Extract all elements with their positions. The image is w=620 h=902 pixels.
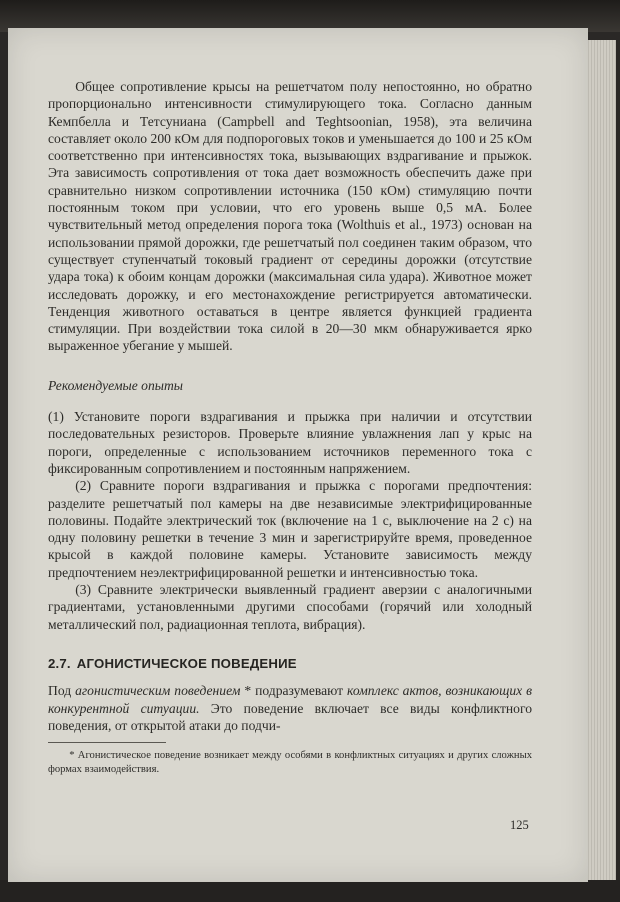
recommended-experiments-heading: Рекомендуемые опыты [48,377,183,393]
term-agonistic-behavior: агонистическим поведением [75,683,241,699]
page-content [48,78,532,777]
experiment-1: (1) Установите пороги вздрагивания и прыжка при наличии и отсутствии последовательных резисторов. Проверьте влияние увлажнения лап у крыс на пороги, определенные с использованием источников переменного тока с фиксированным сопротивлением и постоянным напряжением. [48,409,532,476]
section-text-part3: Это поведение включает все виды конфликтного поведения, от открытой атаки до подчи- [48,700,532,733]
section-text-part2: * подразумевают [240,683,347,699]
experiment-2: (2) Сравните пороги вздрагивания и прыжка с порогами предпочтения: разделите решетчатый пол камеры на две независимые электрифицированные половины. Подайте электрический ток (включение на 1 с, выключение на 2 с) на одну половину решетки в течение 3 мин и зарегистрируйте время, проведенное крысой в каждой половине камеры. Установите зависимость между предпочтением неэлектрифицированной решетки и интенсивностью тока. [48,478,532,580]
section-text-part1: Под [48,683,76,699]
experiment-3: (3) Сравните электрически выявленный градиент аверзии с аналогичными градиентами, установленными другими способами (горячий или холодный металлический пол, радиационная теплота, вибрация). [48,582,532,632]
section-heading [48,655,532,672]
page-number: 125 [510,818,529,832]
footnote: * Агонистическое поведение возникает между особями в конфликтных ситуациях и других сложных формах взаимодействия. [48,750,532,776]
term-complex-of-acts: комплекс актов, возникающих в конкурентной ситуации. [48,683,532,716]
footnote-divider [48,742,166,743]
section-paragraph [48,682,532,734]
section-title: АГОНИСТИЧЕСКОЕ ПОВЕДЕНИЕ [76,655,297,671]
intro-paragraph: Общее сопротивление крысы на решетчатом полу непостоянно, но обратно пропорционально интенсивности стимулирующего тока. Согласно данным Кемпбелла и Тетсуниана (Campbell and Teghtsoonian, 1958), эта величина составляет около 200 кОм для подпороговых токов и уменьшается до 100 и 25 кОм соответственно при интенсивностях тока, вызывающих вздрагивание и прыжок. Эта зависимость сопротивления от тока дает возможность обеспечить даже при сравнительно низком сопротивлении источника (150 кОм) стимуляцию почти постоянным током при условии, что его уровень выше 0,5 мА. Более чувствительный метод определения порога тока (Wolthuis et al., 1973) основан на использовании прямой дорожки, где решетчатый пол соединен таким образом, что существует ступенчатый токовый градиент от середины дорожки (отсутствие удара тока) к обоим концам дорожки (максимальная сила удара). Животное может исследовать дорожку, и его местонахождение регистрируется автоматически. Тенденция животного оставаться в центре является функцией градиента стимуляции. При воздействии тока силой в 20—30 мкм обнаруживается ярко выраженное убегание у мышей. [48,79,532,354]
section-number: 2.7. [48,655,71,671]
page-edge-stack [586,40,616,880]
bottom-shadow [0,880,620,902]
